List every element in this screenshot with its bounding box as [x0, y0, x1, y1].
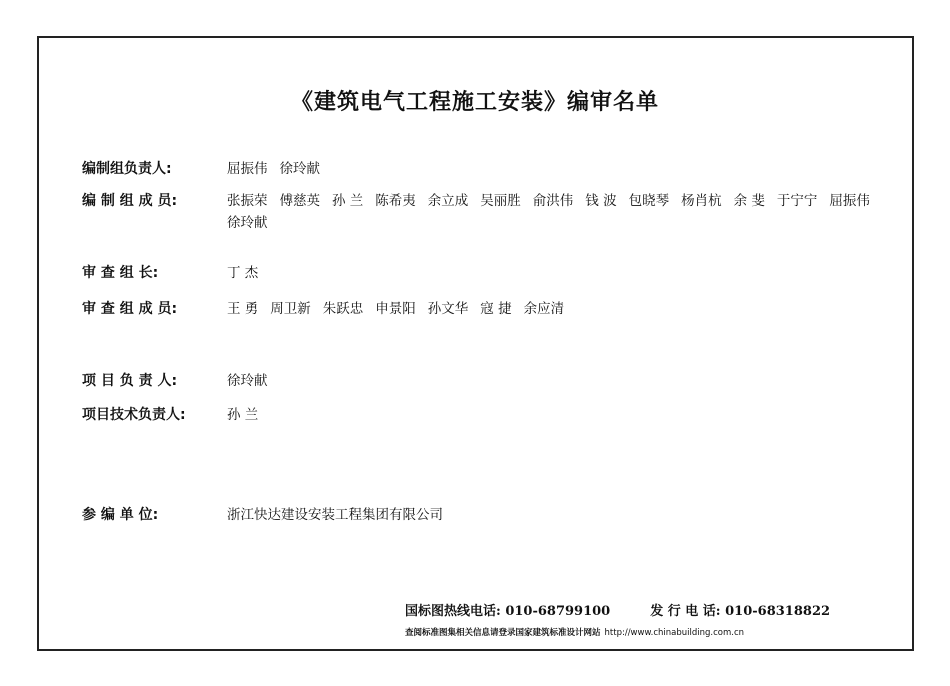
person-name: 寇 捷 [480, 301, 512, 317]
website-url[interactable]: http://www.chinabuilding.com.cn [604, 628, 745, 638]
row-compile-members [82, 190, 897, 234]
names-list [227, 158, 897, 180]
row-label: 编 制 组 成 员: [82, 193, 178, 209]
row-label: 审 查 组 成 员: [82, 301, 178, 317]
row-tech-leader [82, 404, 897, 426]
person-name: 傅慈英 [279, 193, 320, 209]
person-name: 吴丽胜 [480, 193, 521, 209]
person-name: 余应清 [523, 301, 565, 317]
page-title: 《建筑电气工程施工安装》编审名单 [290, 90, 659, 115]
website-note: 查阅标准图集相关信息请登录国家建筑标准设计网站 [405, 628, 601, 638]
person-name: 丁 杰 [227, 265, 259, 281]
row-label: 编制组负责人: [82, 161, 172, 177]
person-name: 徐玲献 [227, 373, 268, 389]
person-name: 孙文华 [427, 301, 469, 317]
row-participating-unit [82, 504, 897, 526]
person-name: 申景阳 [375, 301, 416, 317]
names-list [227, 262, 897, 284]
person-name: 王 勇 [227, 301, 259, 317]
person-name: 余 斐 [733, 193, 765, 209]
person-name: 徐玲献 [227, 215, 268, 231]
row-label: 项目技术负责人: [82, 407, 186, 423]
person-name: 俞洪伟 [532, 193, 574, 209]
person-name: 屈振伟 [227, 161, 268, 177]
footer-phones [405, 600, 830, 619]
sales-phone-text: 发 行 电 话: 010-68318822 [650, 604, 831, 619]
row-review-members [82, 298, 897, 320]
names-list [227, 404, 897, 426]
organization-name: 浙江快达建设安装工程集团有限公司 [227, 507, 443, 523]
footer-website [405, 626, 744, 638]
person-name: 屈振伟 [829, 193, 870, 209]
person-name: 朱跃忠 [322, 301, 364, 317]
row-label: 审 查 组 长: [82, 265, 159, 281]
row-label: 参 编 单 位: [82, 507, 159, 523]
names-list [227, 190, 897, 234]
row-compile-leader [82, 158, 897, 180]
person-name: 张振荣 [227, 193, 268, 209]
row-project-leader [82, 370, 897, 392]
names-list [227, 370, 897, 392]
row-review-leader [82, 262, 897, 284]
person-name: 徐玲献 [279, 161, 320, 177]
person-name: 杨肖杭 [681, 193, 722, 209]
hotline-text: 国标图热线电话: 010-68799100 [405, 604, 611, 619]
names-list [227, 298, 897, 320]
person-name: 钱 波 [585, 193, 617, 209]
person-name: 陈希夷 [375, 193, 416, 209]
person-name: 余立成 [427, 193, 469, 209]
person-name: 周卫新 [270, 301, 311, 317]
person-name: 包晓琴 [628, 193, 670, 209]
person-name: 于宁宁 [776, 193, 818, 209]
person-name: 孙 兰 [227, 407, 259, 423]
names-list [227, 504, 897, 526]
row-label: 项 目 负 责 人: [82, 373, 178, 389]
page-frame [37, 36, 914, 651]
person-name: 孙 兰 [332, 193, 364, 209]
